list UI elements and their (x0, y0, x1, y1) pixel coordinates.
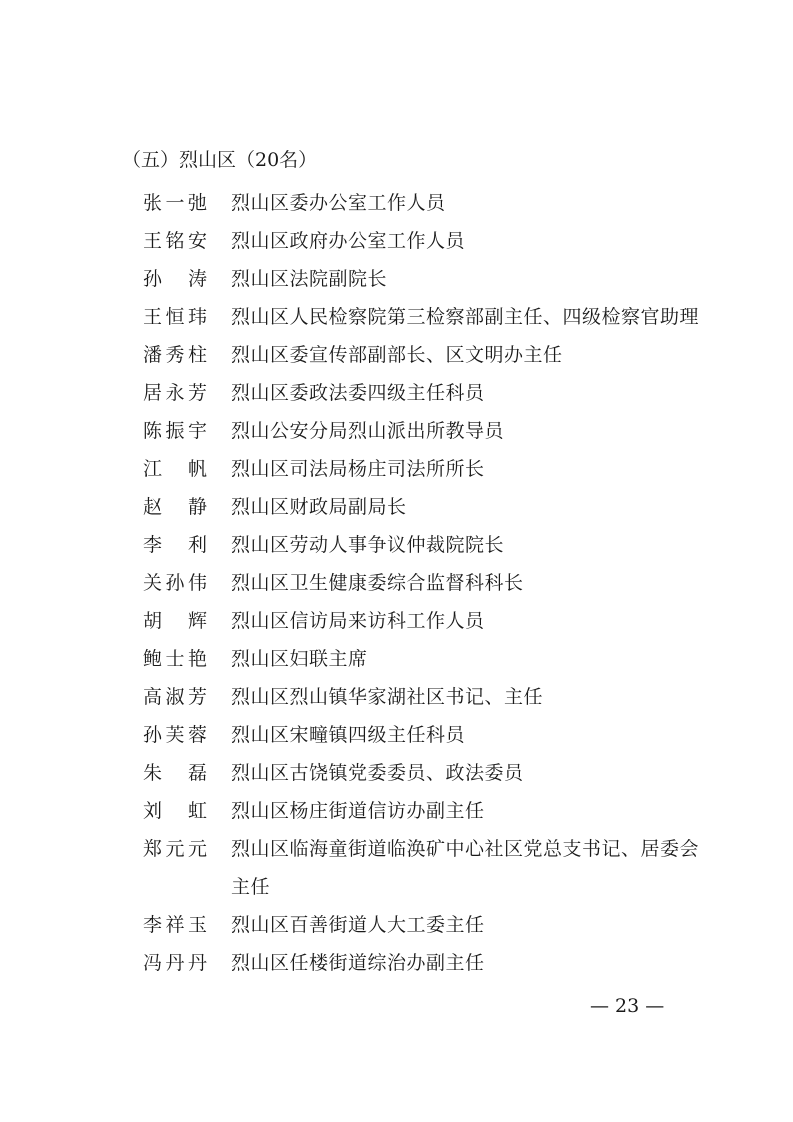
member-title: 烈山区百善街道人大工委主任 (231, 914, 485, 936)
list-item (143, 602, 713, 640)
list-item (143, 564, 713, 602)
page-number: — 23 — (590, 995, 665, 1017)
member-title: 烈山区人民检察院第三检察部副主任、四级检察官助理 (231, 306, 700, 328)
member-name: 赵 静 (143, 496, 207, 518)
member-title: 烈山区宋疃镇四级主任科员 (231, 724, 466, 746)
member-name: 王铭安 (143, 230, 207, 252)
member-name: 胡 辉 (143, 610, 207, 632)
member-title: 烈山区劳动人事争议仲裁院院长 (231, 534, 505, 556)
member-title: 烈山区杨庄街道信访办副主任 (231, 800, 485, 822)
member-title: 烈山区财政局副局长 (231, 496, 407, 518)
member-title: 烈山区委办公室工作人员 (231, 192, 446, 214)
member-title: 烈山区卫生健康委综合监督科科长 (231, 572, 524, 594)
list-item (143, 754, 713, 792)
member-name: 关孙伟 (143, 572, 207, 594)
member-title: 烈山区任楼街道综治办副主任 (231, 952, 485, 974)
list-item (143, 792, 713, 830)
list-item (143, 260, 713, 298)
member-name: 冯丹丹 (143, 952, 207, 974)
member-title: 烈山区政府办公室工作人员 (231, 230, 466, 252)
member-name: 郑元元 (143, 838, 207, 860)
member-name: 居永芳 (143, 382, 207, 404)
list-item (143, 526, 713, 564)
list-item (143, 298, 713, 336)
list-item (143, 184, 713, 222)
list-item (143, 830, 713, 906)
member-title: 烈山公安分局烈山派出所教导员 (231, 420, 505, 442)
member-title: 烈山区古饶镇党委委员、政法委员 (231, 762, 524, 784)
member-title: 烈山区委政法委四级主任科员 (231, 382, 485, 404)
member-title: 烈山区委宣传部副部长、区文明办主任 (231, 344, 563, 366)
member-name: 江 帆 (143, 458, 207, 480)
member-name: 李 利 (143, 534, 207, 556)
list-item (143, 412, 713, 450)
member-name: 张一弛 (143, 192, 207, 214)
list-item (143, 488, 713, 526)
member-name: 陈振宇 (143, 420, 207, 442)
list-item (143, 678, 713, 716)
member-name: 潘秀柱 (143, 344, 207, 366)
section-heading: （五）烈山区（20名） (122, 149, 318, 171)
list-item (143, 906, 713, 944)
member-name: 孙芙蓉 (143, 724, 207, 746)
member-title: 烈山区司法局杨庄司法所所长 (231, 458, 485, 480)
list-item (143, 336, 713, 374)
list-item (143, 944, 713, 982)
member-title: 烈山区信访局来访科工作人员 (231, 610, 485, 632)
member-list (143, 184, 713, 982)
list-item (143, 222, 713, 260)
member-name: 鲍士艳 (143, 648, 207, 670)
list-item (143, 374, 713, 412)
list-item (143, 450, 713, 488)
member-name: 朱 磊 (143, 762, 207, 784)
member-title: 烈山区临海童街道临涣矿中心社区党总支书记、居委会主任 (231, 838, 700, 898)
member-name: 孙 涛 (143, 268, 207, 290)
member-name: 李祥玉 (143, 914, 207, 936)
member-title: 烈山区妇联主席 (231, 648, 368, 670)
member-name: 刘 虹 (143, 800, 207, 822)
member-name: 高淑芳 (143, 686, 207, 708)
member-name: 王恒玮 (143, 306, 207, 328)
list-item (143, 640, 713, 678)
member-title: 烈山区法院副院长 (231, 268, 388, 290)
list-item (143, 716, 713, 754)
member-title: 烈山区烈山镇华家湖社区书记、主任 (231, 686, 544, 708)
